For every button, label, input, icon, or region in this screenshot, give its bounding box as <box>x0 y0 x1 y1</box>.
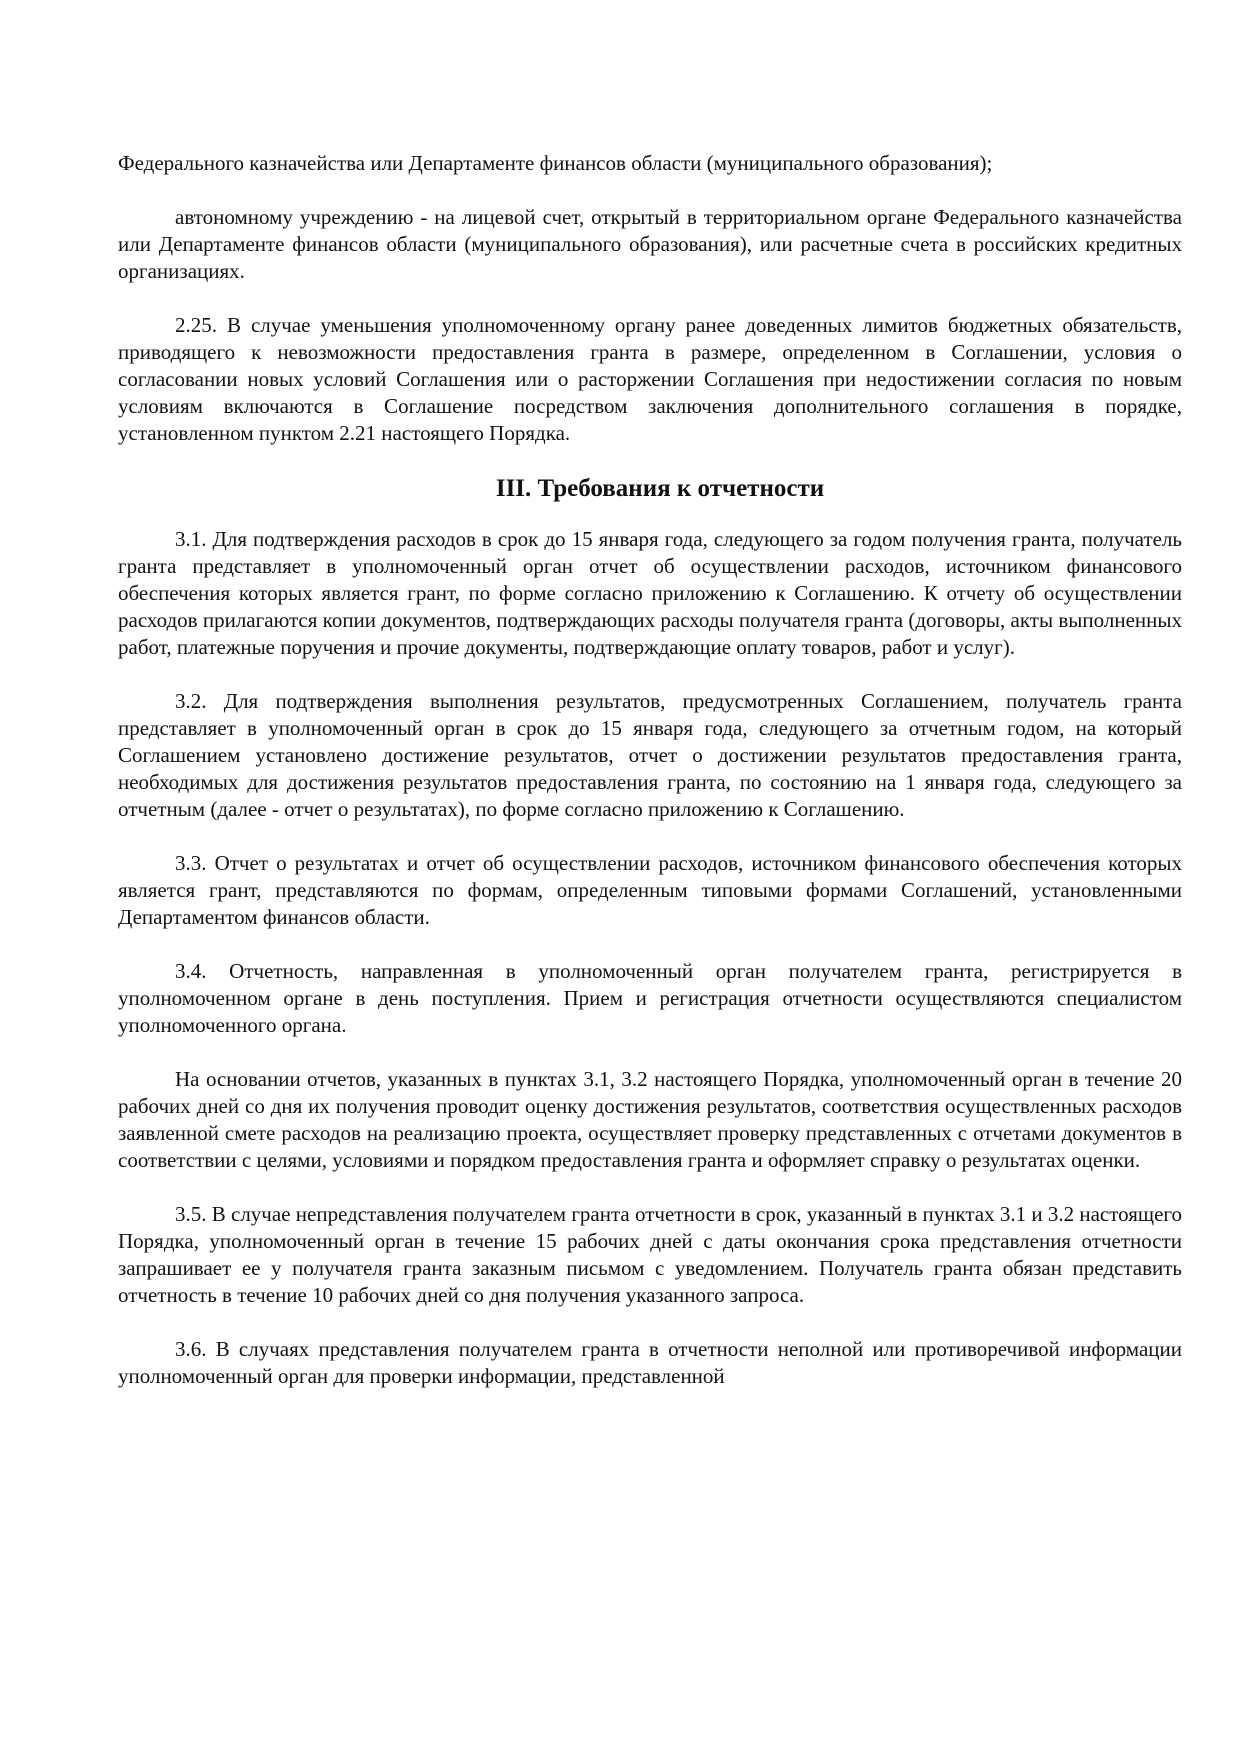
paragraph-3-4: 3.4. Отчетность, направленная в уполномоченный орган получателем гранта, регистрируется в уполномоченном органе в день поступления. Прием и регистрация отчетности осуществляются специалистом уполномоченного органа. <box>118 959 1182 1037</box>
paragraph-2-25: 2.25. В случае уменьшения уполномоченному органу ранее доведенных лимитов бюджетных обязательств, приводящего к невозможности предоставления гранта в размере, определенном в Соглашении, условия о согласовании новых условий Соглашения или о расторжении Соглашения при недостижении согласия по новым условиям включаются в Соглашение посредством заключения дополнительного соглашения в порядке, установленном пунктом 2.21 настоящего Порядка. <box>118 313 1182 445</box>
document-page <box>118 150 1182 1417</box>
paragraph-autonomous-institution: автономному учреждению - на лицевой счет, открытый в территориальном органе Федерального казначейства или Департаменте финансов области (муниципального образования), или расчетные счета в российских кредитных организациях. <box>118 205 1182 283</box>
paragraph-3-4-evaluation: На основании отчетов, указанных в пунктах 3.1, 3.2 настоящего Порядка, уполномоченный орган в течение 20 рабочих дней со дня их получения проводит оценку достижения результатов, соответствия осуществленных расходов заявленной смете расходов на реализацию проекта, осуществляет проверку представленных с отчетами документов в соответствии с целями, условиями и порядком предоставления гранта и оформляет справку о результатах оценки. <box>118 1067 1182 1172</box>
paragraph-continuation: Федерального казначейства или Департаменте финансов области (муниципального образования); <box>118 151 993 175</box>
paragraph-3-1: 3.1. Для подтверждения расходов в срок до 15 января года, следующего за годом получения гранта, получатель гранта представляет в уполномоченный орган отчет об осуществлении расходов, источником финансового обеспечения которых является грант, по форме согласно приложению к Соглашению. К отчету об осуществлении расходов прилагаются копии документов, подтверждающих расходы получателя гранта (договоры, акты выполненных работ, платежные поручения и прочие документы, подтверждающие оплату товаров, работ и услуг). <box>118 527 1182 659</box>
section-heading: III. Требования к отчетности <box>495 475 825 502</box>
paragraph-3-2: 3.2. Для подтверждения выполнения результатов, предусмотренных Соглашением, получатель гранта представляет в уполномоченный орган в срок до 15 января года, следующего за отчетным годом, на который Соглашением установлено достижение результатов, отчет о достижении результатов предоставления гранта, необходимых для достижения результатов предоставления гранта, по состоянию на 1 января года, следующего за отчетным (далее - отчет о результатах), по форме согласно приложению к Соглашению. <box>118 689 1182 821</box>
paragraph-3-6: 3.6. В случаях представления получателем гранта в отчетности неполной или противоречивой информации уполномоченный орган для проверки информации, представленной <box>118 1337 1182 1388</box>
paragraph-3-5: 3.5. В случае непредставления получателем гранта отчетности в срок, указанный в пунктах 3.1 и 3.2 настоящего Порядка, уполномоченный орган в течение 15 рабочих дней с даты окончания срока представления отчетности запрашивает ее у получателя гранта заказным письмом с уведомлением. Получатель гранта обязан представить отчетность в течение 10 рабочих дней со дня получения указанного запроса. <box>118 1202 1182 1307</box>
paragraph-3-3: 3.3. Отчет о результатах и отчет об осуществлении расходов, источником финансового обеспечения которых является грант, представляются по формам, определенным типовыми формами Соглашений, установленными Департаментом финансов области. <box>118 851 1182 929</box>
